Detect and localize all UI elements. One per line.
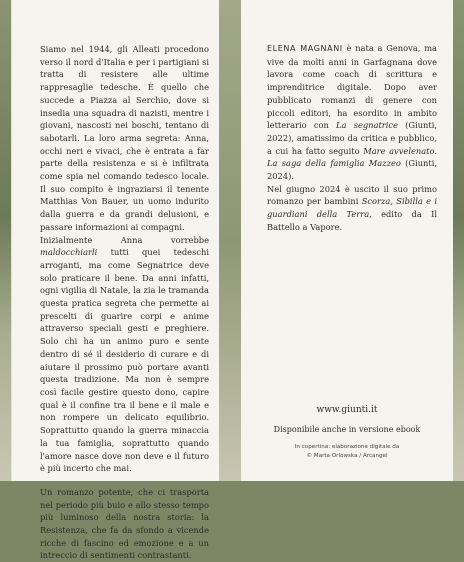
publisher-website: www.giunti.it (316, 405, 378, 415)
right-flap (241, 0, 453, 481)
author-bio-body: è nata a Genova, ma vive da molti anni in Garfagnana dove lavora come coach di scrittura e imprenditrice digitale. Dopo aver pubblicato romanzi di genere con piccoli editori, ha esordito in ambito letterario con La segnatrice (Giunti, 2022), amatissimo da critica e pubblico, a cui ha fatto seguito Mare avvelenato. La saga della famiglia Mazzeo (Giunti, 2024). Nel giugno 2024 è uscito il suo primo romanzo per bambini Scorza, Sibilla e i guardiani della Terra, edito da Il Battello a Vapore. (267, 43, 438, 232)
author-bio (267, 42, 437, 234)
author-bio-text (267, 42, 437, 234)
cover-edge-left (0, 0, 11, 481)
cover-credit-copyright: © Marta Orlowska / Arcangel (306, 453, 388, 459)
cover-credit: In copertina: elaborazione digitale da (294, 444, 400, 450)
left-flap (11, 0, 219, 561)
synopsis-paragraph: Siamo nel 1944, gli Alleati procedono verso il nord d'Italia e per i partigiani si tratta di resistere alle ultime rappresaglie tedesche. È quello che succede a Piazza al Serchio, dove si insedia una squadra di nazisti, mentre i giovani, nascosti nei boschi, tentano di sabotarli. La loro arma segreta: Anna, occhi neri e vivaci, che è entrata a far parte della resistenza e si è infiltrata come spia nel comando tedesco locale. Il suo compito è ingraziarsi il tenente Matthias Von Bauer, un uomo indurito dalla guerra e da grandi delusioni, e passare informazioni ai compagni. Inizialmente Anna vorrebbe maldocchiarli tutti quei tedeschi arroganti, ma come Segnatrice deve solo praticare il bene. Da anni infatti, ogni vigilia di Natale, la zia le tramanda questa pratica segreta che permette ai prescelti di guarire corpi e anime attraverso speciali gesti e preghiere. Solo chi ha un animo puro e sente dentro di sé il desiderio di curare e di aiutare il prossimo può portare avanti questa tradizione. Ma non è sempre così facile gestire questo dono, capire qual è il confine tra il bene e il male e non rompere un delicato equilibrio. Soprattutto quando la guerra minaccia la tua famiglia, soprattutto quando l'amore nasce dove non deve e il futuro è più incerto che mai. (40, 44, 209, 474)
synopsis-closing-paragraph: Un romanzo potente, che ci trasporta nel periodo più buio e allo stesso tempo più luminoso della nostra storia: la Resistenza, che fa da sfondo a vicende ricche di fascino ed emozione e a un intreccio di sentimenti contrastanti. (40, 486, 209, 561)
author-name: ELENA MAGNANI (267, 44, 343, 53)
cover-edge-right (453, 0, 464, 481)
ebook-note: Disponibile anche in versione ebook (273, 425, 421, 434)
cover-spine-gap (219, 0, 241, 481)
synopsis (40, 43, 209, 562)
